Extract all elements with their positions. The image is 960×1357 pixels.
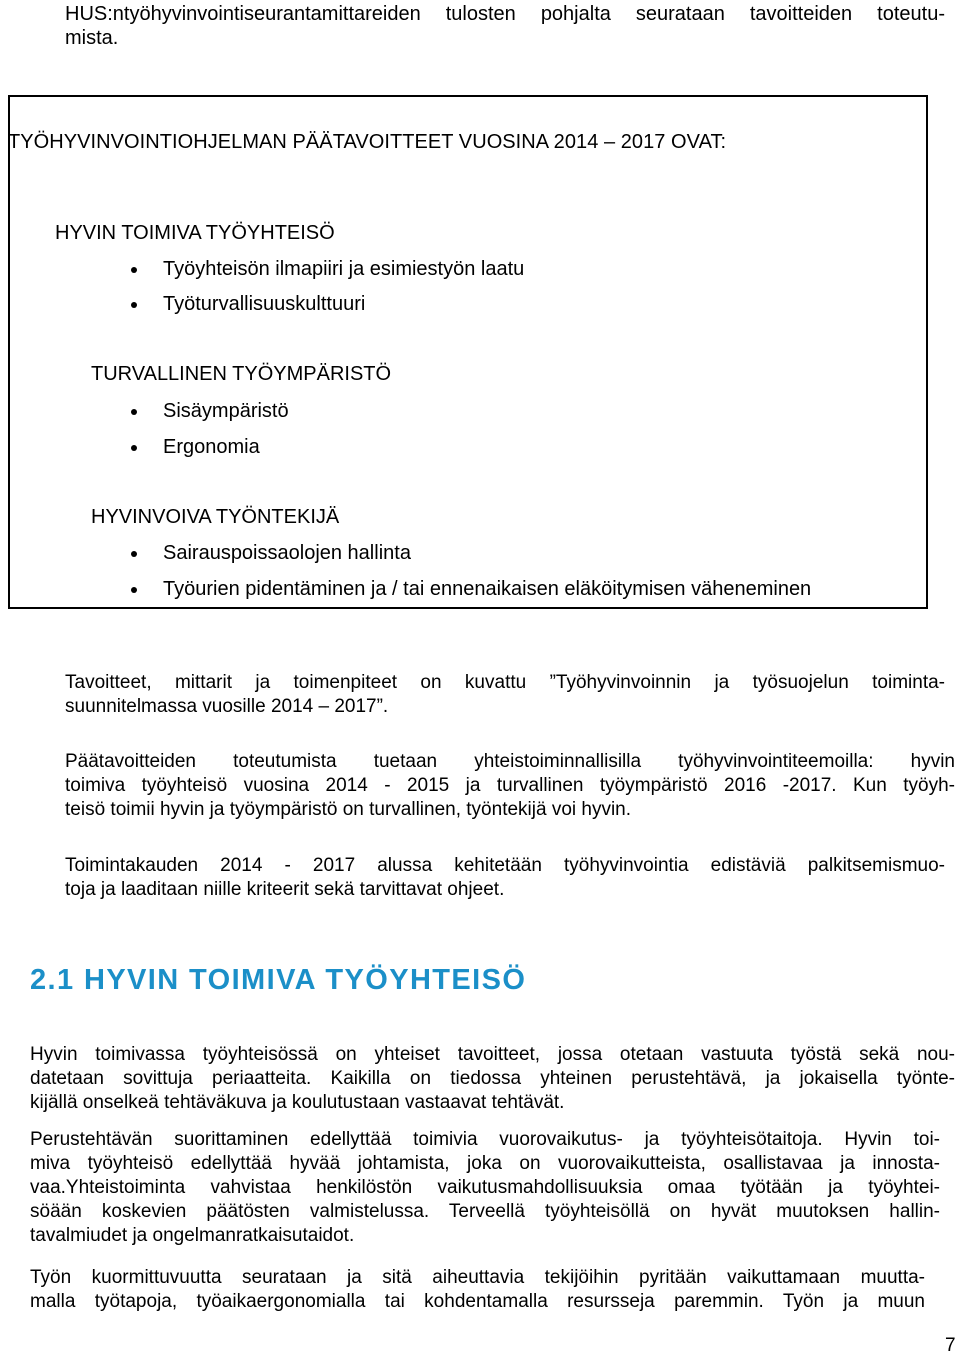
text-line: suunnitelmassa vuosille 2014 – 2017”. [65, 696, 389, 717]
text-line: Työn kuormittuvuutta seurataan ja sitä aiheuttavia tekijöihin pyritään vaikuttamaan muutta- [30, 1267, 925, 1288]
intro-line-2: mista. [65, 27, 119, 49]
goals-box [8, 95, 928, 609]
goal-item: Työyhteisön ilmapiiri ja esimiestyön laatu [163, 258, 525, 280]
text-line: Tavoitteet, mittarit ja toimenpiteet on kuvattu ”Työhyvinvoinnin ja työsuojelun toiminta- [65, 672, 945, 693]
text-line: tavalmiudet ja ongelmanratkaisutaidot. [30, 1225, 355, 1246]
text-line: Päätavoitteiden toteutumista tuetaan yhteistoiminnallisilla työhyvinvointiteemoilla: hyvin [65, 751, 955, 772]
page-number: 7 [945, 1335, 956, 1356]
goal-item: Sisäympäristö [163, 400, 289, 422]
bullet-icon [131, 587, 137, 593]
text-line: miva työyhteisö edellyttää hyvää johtamista, joka on vuorovaikutteista, osallistavaa ja innosta- [30, 1153, 940, 1174]
group-title-healthy-employee: HYVINVOIVA TYÖNTEKIJÄ [91, 506, 340, 528]
goal-item: Työurien pidentäminen ja / tai ennenaikaisen eläköitymisen väheneminen [163, 578, 812, 600]
goals-box-title: TYÖHYVINVOINTIOHJELMAN PÄÄTAVOITTEET VUOSINA 2014 – 2017 OVAT: [8, 131, 727, 153]
text-line: toja ja laaditaan niille kriteerit sekä tarvittavat ohjeet. [65, 879, 505, 900]
section-heading: 2.1 HYVIN TOIMIVA TYÖYHTEISÖ [30, 964, 527, 996]
group-title-safe-environment: TURVALLINEN TYÖYMPÄRISTÖ [91, 363, 392, 385]
text-line: teisö toimii hyvin ja työympäristö on turvallinen, työntekijä voi hyvin. [65, 799, 632, 820]
goal-item: Sairauspoissaolojen hallinta [163, 542, 411, 564]
text-line: malla työtapoja, työaikaergonomialla tai kohdentamalla resursseja paremmin. Työn ja muun [30, 1291, 925, 1312]
text-line: vaa.Yhteistoiminta vahvistaa henkilöstön vaikutusmahdollisuuksia omaa työtään ja työyhtei- [30, 1177, 940, 1198]
text-line: Toimintakauden 2014 - 2017 alussa kehitetään työhyvinvointia edistäviä palkitsemismuo- [65, 855, 945, 876]
bullet-icon [131, 267, 137, 273]
goal-item: Työturvallisuuskulttuuri [163, 293, 366, 315]
text-line: Hyvin toimivassa työyhteisössä on yhteiset tavoitteet, jossa otetaan vastuuta työstä sekä nou- [30, 1044, 955, 1065]
bullet-icon [131, 302, 137, 308]
goal-item: Ergonomia [163, 436, 260, 458]
group-title-work-community: HYVIN TOIMIVA TYÖYHTEISÖ [55, 222, 335, 244]
text-line: datetaan sovittuja periaatteita. Kaikilla on tiedossa yhteinen perustehtävä, ja jokaisella työnte- [30, 1068, 955, 1089]
bullet-icon [131, 409, 137, 415]
bullet-icon [131, 445, 137, 451]
intro-line-1: HUS:ntyöhyvinvointiseurantamittareiden tulosten pohjalta seurataan tavoitteiden toteutu- [65, 3, 945, 25]
text-line: Perustehtävän suorittaminen edellyttää toimivia vuorovaikutus- ja työyhteisötaitoja. Hyvin toi- [30, 1129, 940, 1150]
text-line: toimiva työyhteisö vuosina 2014 - 2015 ja turvallinen työympäristö 2016 -2017. Kun työyh- [65, 775, 955, 796]
bullet-icon [131, 551, 137, 557]
text-line: kijällä onselkeä tehtäväkuva ja koulutustaan vastaavat tehtävät. [30, 1092, 565, 1113]
text-line: söään koskevien päätösten valmistelussa. Terveellä työyhteisöllä on hyvät muutoksen hallin- [30, 1201, 940, 1222]
